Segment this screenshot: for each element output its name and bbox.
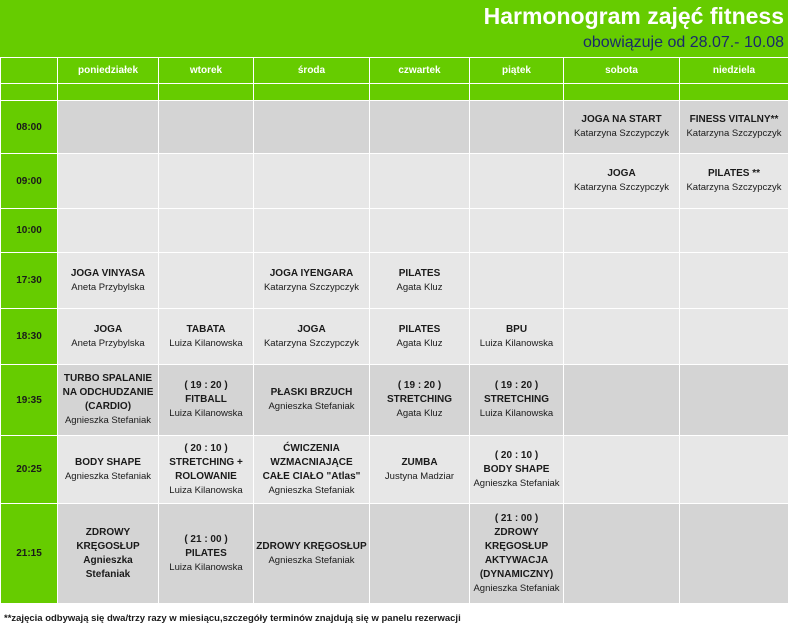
schedule-cell <box>564 365 680 436</box>
spacer-cell <box>58 84 159 101</box>
header-spacer-row <box>1 84 788 101</box>
class-name: PILATES <box>398 323 441 335</box>
schedule-cell <box>470 309 564 365</box>
instructor-name: Agnieszka Stefaniak <box>64 415 152 426</box>
schedule-cell <box>470 154 564 209</box>
class-start-time: ( 19 : 20 ) <box>494 380 539 391</box>
schedule-cell <box>470 101 564 154</box>
class-name: BPU <box>505 323 528 335</box>
spacer-cell <box>159 84 254 101</box>
time-row <box>1 154 788 209</box>
instructor-name: Luiza Kilanowska <box>479 337 554 349</box>
instructor-name: Luiza Kilanowska <box>169 561 243 573</box>
schedule-cell <box>470 436 564 504</box>
class-start-time: ( 21 : 00 ) <box>494 512 539 524</box>
day-header: środa <box>254 58 370 84</box>
instructor-name: Katarzyna Szczypczyk <box>573 128 670 139</box>
schedule-cell <box>58 504 159 604</box>
corner-cell <box>1 58 58 84</box>
schedule-cell <box>470 504 564 604</box>
schedule-cell <box>680 365 788 436</box>
class-name: ĆWICZENIA WZMACNIAJĄCE CAŁE CIAŁO "Atlas" <box>262 442 361 482</box>
spacer-cell <box>1 84 58 101</box>
schedule-cell <box>564 209 680 253</box>
time-label: 21:15 <box>1 504 58 604</box>
schedule-cell <box>370 209 470 253</box>
schedule-cell <box>370 504 470 604</box>
day-header: wtorek <box>159 58 254 84</box>
schedule-cell <box>58 101 159 154</box>
day-header: niedziela <box>680 58 788 84</box>
schedule-cell <box>470 209 564 253</box>
schedule-cell <box>159 154 254 209</box>
schedule-cell <box>564 436 680 504</box>
instructor-name: Luiza Kilanowska <box>169 337 243 349</box>
schedule-cell <box>159 309 254 365</box>
class-name: FINESS VITALNY** <box>689 114 779 125</box>
time-row <box>1 504 788 604</box>
time-row <box>1 209 788 253</box>
class-name: JOGA <box>607 168 636 179</box>
class-name: JOGA IYENGARA <box>269 267 354 279</box>
schedule-cell <box>564 309 680 365</box>
schedule-cell <box>254 436 370 504</box>
class-name: TABATA <box>186 323 226 335</box>
schedule-cell <box>58 309 159 365</box>
time-row <box>1 101 788 154</box>
day-header: sobota <box>564 58 680 84</box>
time-label: 20:25 <box>1 436 58 504</box>
schedule-cell <box>680 101 788 154</box>
class-name: BODY SHAPE <box>75 456 141 468</box>
schedule-cell <box>254 504 370 604</box>
class-name: PILATES ** <box>707 168 761 179</box>
instructor-name: Agnieszka Stefaniak <box>268 401 355 412</box>
schedule-cell <box>254 253 370 309</box>
schedule-cell <box>564 504 680 604</box>
footnote: **zajęcia odbywają się dwa/trzy razy w miesiącu,szczegóły terminów znajdują się w panelu rezerwacji <box>4 613 461 624</box>
schedule-cell <box>370 154 470 209</box>
time-row <box>1 253 788 309</box>
schedule-cell <box>680 253 788 309</box>
spacer-cell <box>680 84 788 101</box>
page-title: Harmonogram zajęć fitness <box>483 3 784 29</box>
day-header-row <box>1 58 788 84</box>
class-name: PŁASKI BRZUCH <box>270 387 353 398</box>
schedule-cell <box>370 253 470 309</box>
schedule-cell <box>680 436 788 504</box>
schedule-cell <box>564 101 680 154</box>
instructor-name: Agnieszka Stefaniak <box>473 582 560 594</box>
schedule-cell <box>159 101 254 154</box>
instructor-name: Agata Kluz <box>396 281 443 293</box>
instructor-name: Agnieszka Stefaniak <box>83 554 133 580</box>
instructor-name: Luiza Kilanowska <box>479 408 554 419</box>
schedule-cell <box>254 101 370 154</box>
schedule-cell <box>159 253 254 309</box>
class-start-time: ( 19 : 20 ) <box>184 380 228 391</box>
schedule-cell <box>159 504 254 604</box>
schedule-cell <box>58 154 159 209</box>
schedule-cell <box>159 436 254 504</box>
time-label: 09:00 <box>1 154 58 209</box>
instructor-name: Agnieszka Stefaniak <box>268 554 355 566</box>
instructor-name: Aneta Przybylska <box>71 281 145 293</box>
time-row <box>1 365 788 436</box>
spacer-cell <box>470 84 564 101</box>
spacer-cell <box>564 84 680 101</box>
instructor-name: Justyna Madziar <box>384 470 455 482</box>
class-name: JOGA VINYASA <box>70 267 146 279</box>
time-label: 17:30 <box>1 253 58 309</box>
class-name: STRETCHING <box>484 394 549 405</box>
schedule-cell <box>58 365 159 436</box>
schedule-cell <box>680 309 788 365</box>
instructor-name: Agnieszka Stefaniak <box>268 484 355 496</box>
time-row <box>1 309 788 365</box>
page-subtitle: obowiązuje od 28.07.- 10.08 <box>582 34 784 51</box>
class-name: STRETCHING + ROLOWANIE <box>169 456 243 482</box>
spacer-cell <box>254 84 370 101</box>
schedule-cell <box>370 365 470 436</box>
schedule-cell <box>564 253 680 309</box>
header <box>0 0 788 57</box>
class-name: PILATES <box>398 267 441 279</box>
schedule-cell <box>58 253 159 309</box>
class-name: ZDROWY KRĘGOSŁUP AKTYWACJA (DYNAMICZNY) <box>479 526 554 580</box>
time-label: 08:00 <box>1 101 58 154</box>
schedule-cell <box>58 209 159 253</box>
class-name: JOGA <box>297 323 326 335</box>
schedule-cell <box>564 154 680 209</box>
schedule-cell <box>159 365 254 436</box>
schedule-cell <box>159 209 254 253</box>
schedule-cell <box>370 101 470 154</box>
class-name: FITBALL <box>185 394 227 405</box>
class-name: JOGA <box>93 323 123 335</box>
class-start-time: ( 21 : 00 ) <box>184 533 228 545</box>
schedule-cell <box>254 309 370 365</box>
instructor-name: Luiza Kilanowska <box>169 484 243 496</box>
schedule-cell <box>680 154 788 209</box>
schedule-cell <box>254 365 370 436</box>
time-label: 10:00 <box>1 209 58 253</box>
schedule-cell <box>254 154 370 209</box>
schedule-cell <box>680 504 788 604</box>
time-label: 18:30 <box>1 309 58 365</box>
instructor-name: Luiza Kilanowska <box>169 408 243 419</box>
class-name: PILATES <box>185 547 227 559</box>
instructor-name: Agnieszka Stefaniak <box>473 477 560 489</box>
class-name: BODY SHAPE <box>483 463 550 475</box>
class-start-time: ( 20 : 10 ) <box>494 449 539 461</box>
schedule-table <box>0 57 788 604</box>
class-start-time: ( 20 : 10 ) <box>184 442 228 454</box>
class-name: TURBO SPALANIE NA ODCHUDZANIE (CARDIO) <box>62 373 154 412</box>
class-name: ZDROWY KRĘGOSŁUP <box>256 540 367 552</box>
schedule-cell <box>470 253 564 309</box>
instructor-name: Katarzyna Szczypczyk <box>686 128 782 139</box>
schedule-cell <box>370 436 470 504</box>
time-label: 19:35 <box>1 365 58 436</box>
instructor-name: Katarzyna Szczypczyk <box>263 281 360 293</box>
day-header: piątek <box>470 58 564 84</box>
instructor-name: Katarzyna Szczypczyk <box>573 182 670 193</box>
schedule-cell <box>254 209 370 253</box>
instructor-name: Katarzyna Szczypczyk <box>263 337 360 349</box>
day-header: czwartek <box>370 58 470 84</box>
instructor-name: Agata Kluz <box>396 337 443 349</box>
schedule-cell <box>370 309 470 365</box>
class-name: ZUMBA <box>401 456 438 468</box>
time-row <box>1 436 788 504</box>
instructor-name: Aneta Przybylska <box>71 337 145 349</box>
instructor-name: Agata Kluz <box>396 408 443 419</box>
schedule-cell <box>58 436 159 504</box>
spacer-cell <box>370 84 470 101</box>
class-name: JOGA NA START <box>581 114 662 125</box>
schedule-cell <box>680 209 788 253</box>
class-name: STRETCHING <box>387 394 452 405</box>
class-start-time: ( 19 : 20 ) <box>397 380 442 391</box>
day-header: poniedziałek <box>58 58 159 84</box>
schedule-cell <box>470 365 564 436</box>
instructor-name: Agnieszka Stefaniak <box>64 470 152 482</box>
class-name: ZDROWY KRĘGOSŁUP <box>76 526 140 552</box>
instructor-name: Katarzyna Szczypczyk <box>686 182 782 193</box>
